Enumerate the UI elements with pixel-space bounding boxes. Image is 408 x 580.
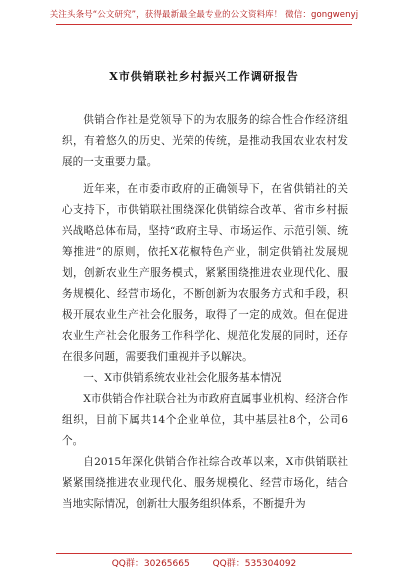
paragraph: 自2015年深化供销合作社综合改革以来，X市供销联社紧紧围绕推进农业现代化、服务规模化、经营市场化，结合当地实际情况，创新壮大服务组织体系，不断提升为 (62, 456, 348, 510)
document-body (62, 110, 348, 515)
document-title: X市供销联社乡村振兴工作调研报告 (109, 70, 299, 83)
footer-divider (56, 553, 352, 554)
header-notice: 关注头条号“公文研究”，获得最新最全最专业的公文资料库！ 微信：gongwenyj (49, 10, 359, 20)
section-heading: 一、X市供销系统农业社会化服务基本情况 (83, 372, 282, 384)
header-divider (56, 24, 352, 25)
paragraph: 近年来，在市委市政府的正确领导下，在省供销社的关心支持下，市供销联社围绕深化供销综合改革、省市乡村振兴战略总体布局，坚持“政府主导、市场运作、示范引领、统筹推进”的原则，依托X花椒特色产业，制定供销社发展规划，创新农业生产服务模式，紧紧围绕推进农业现代化、服务规模化、经营市场化，不断创新为农服务方式和手段，积极开展农业生产社会化服务，取得了一定的成效。但在促进农业生产社会化服务工作科学化、规范化发展的同时，还存在很多问题，需要我们重视并予以解决。 (62, 183, 348, 363)
paragraph: X市供销合作社联合社为市政府直属事业机构、经济合作组织，目前下属共14个企业单位，其中基层社8个，公司6个。 (62, 393, 348, 447)
paragraph: 供销合作社是党领导下的为农服务的综合性合作经济组织，有着悠久的历史、光荣的传统，是推动我国农业农村发展的一支重要力量。 (62, 114, 348, 168)
footer-qq-group-2: QQ群：535304092 (212, 559, 297, 569)
footer-contacts (0, 556, 408, 569)
footer-qq-group-1: QQ群：30265665 (111, 559, 190, 569)
